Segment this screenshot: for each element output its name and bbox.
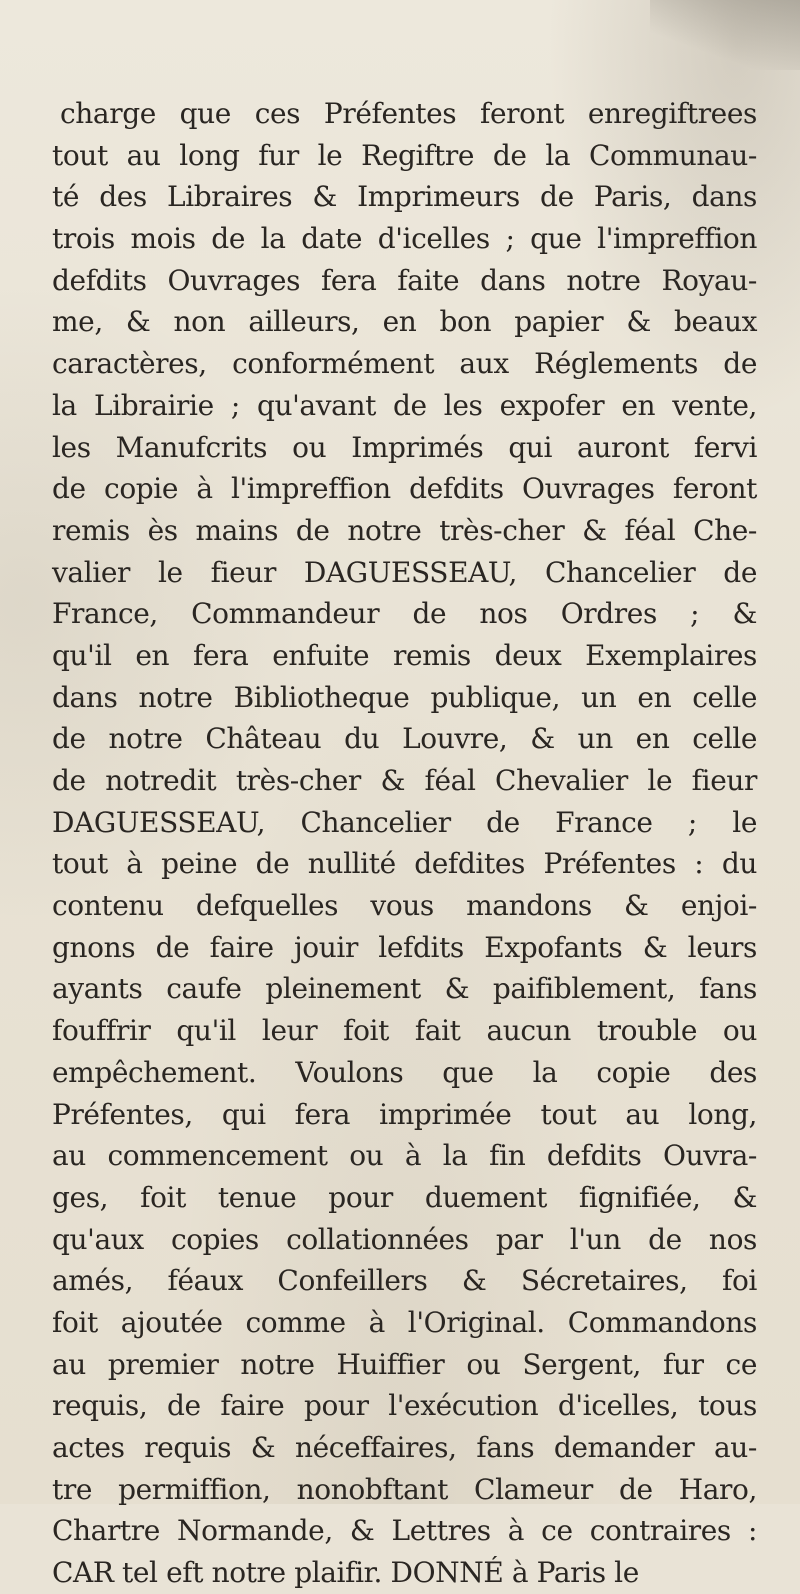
- text-line: gnons de faire jouir lefdits Expofants & leurs: [52, 930, 757, 964]
- text-line: ges, foit tenue pour duement fignifiée, &: [52, 1180, 757, 1214]
- text-line: requis, de faire pour l'exécution d'icelles, tous: [52, 1389, 757, 1423]
- text-line: qu'il en fera enfuite remis deux Exemplaires: [52, 638, 757, 672]
- text-line: remis ès mains de notre très-cher & féal Che-: [52, 513, 757, 547]
- text-line: caractères, conformément aux Réglements de: [52, 347, 757, 381]
- text-line: charge que ces Préfentes feront enregiftrees: [60, 97, 757, 130]
- text-line: trois mois de la date d'icelles ; que l'impreffion: [52, 222, 757, 256]
- text-line: de notre Château du Louvre, & un en celle: [52, 722, 757, 756]
- text-line: ayants caufe pleinement & paifiblement, fans: [52, 972, 757, 1006]
- text-line: Préfentes, qui fera imprimée tout au long,: [52, 1097, 757, 1131]
- text-line: valier le fieur DAGUESSEAU, Chancelier de: [52, 555, 757, 589]
- page-corner-shadow: [650, 0, 800, 70]
- page-body-text: [52, 93, 757, 1594]
- text-line: tout au long fur le Regiftre de la Communau-: [52, 138, 757, 172]
- text-line: au commencement ou à la fin defdits Ouvra-: [52, 1139, 757, 1173]
- text-line: tout à peine de nullité defdites Préfentes : du: [52, 847, 757, 881]
- text-line: amés, féaux Confeillers & Sécretaires, foi: [52, 1264, 757, 1298]
- text-line: actes requis & néceffaires, fans demander au-: [52, 1431, 757, 1464]
- text-line: Chartre Normande, & Lettres à ce contraires :: [52, 1514, 757, 1548]
- text-line: de copie à l'impreffion defdits Ouvrages feront: [52, 472, 757, 506]
- text-line: qu'aux copies collationnées par l'un de nos: [52, 1222, 757, 1256]
- text-line: té des Libraires & Imprimeurs de Paris, dans: [52, 180, 757, 214]
- text-line: me, & non ailleurs, en bon papier & beaux: [52, 305, 757, 339]
- text-line: fouffrir qu'il leur foit fait aucun trouble ou: [52, 1014, 757, 1048]
- text-line: DAGUESSEAU, Chancelier de France ; le: [52, 805, 757, 839]
- text-line: les Manufcrits ou Imprimés qui auront fervi: [52, 430, 757, 464]
- text-line: de notredit très-cher & féal Chevalier le fieur: [52, 764, 757, 797]
- text-line: foit ajoutée comme à l'Original. Commandons: [52, 1305, 757, 1339]
- text-line: au premier notre Huiffier ou Sergent, fur ce: [52, 1347, 757, 1381]
- text-line: dans notre Bibliotheque publique, un en celle: [52, 680, 757, 714]
- text-line: defdits Ouvrages fera faite dans notre Royau-: [52, 263, 757, 297]
- text-line: CAR tel eft notre plaifir. DONNÉ à Paris le: [52, 1556, 639, 1590]
- text-line: empêchement. Voulons que la copie des: [52, 1055, 757, 1089]
- text-line: tre permiffion, nonobftant Clameur de Haro,: [52, 1472, 757, 1506]
- text-line: la Librairie ; qu'avant de les expofer en vente,: [52, 388, 757, 422]
- text-line: France, Commandeur de nos Ordres ; &: [52, 597, 757, 631]
- text-line: contenu defquelles vous mandons & enjoi-: [52, 889, 757, 923]
